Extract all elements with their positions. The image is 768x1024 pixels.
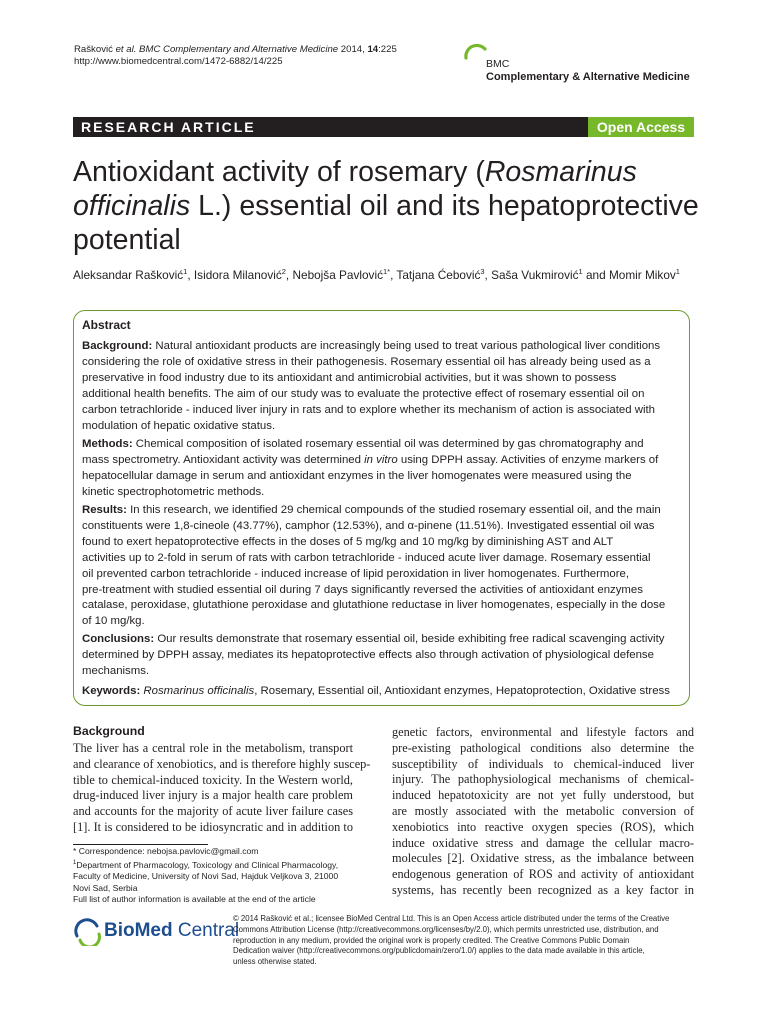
section-label: Keywords:	[82, 685, 141, 697]
journal-brand: BMC	[486, 58, 510, 70]
body-left-column: The liver has a central role in the metabolism, transport and clearance of xenobiotics, and is therefore highly suscep- tible to chemical-induced toxicity. In the Western world, drug-induced liver injury is a major health care problem and accounts for the majority of acute liver failure cases [1]. It is considered to be idiosyncratic and in addition to	[73, 741, 371, 834]
abstract-heading: Abstract	[82, 318, 131, 332]
author[interactable]: Aleksandar Rašković$^1$	[73, 267, 188, 282]
article-type-banner	[73, 117, 694, 137]
abstract-results: Results: In this research, we identified 29 chemical compounds of the studied rosemary essential oil, and the main constituents were 1,8-cineole (43.77%), camphor (12.53%), and α-pinene (11.51%). Investigated essential oil was found to exert hepatoprotective effects in the doses of 5 mg/kg and 10 mg/kg by diminishing AST and ALT activities up to 2-fold in serum of rats with carbon tetrachloride - induced acute liver damage. Rosemary essential oil prevented carbon tetrachloride - induced increase of lipid peroxidation in liver homogenates. Furthermore, pre-treatment with studied essential oil during 7 days significantly reversed the activities of antioxidant enzymes catalase, peroxidase, glutathione peroxidase and glutathione reductase in liver homogenates, especially in the dose of 10 mg/kg.	[82, 504, 666, 628]
open-access-badge: Open Access	[588, 117, 694, 137]
author[interactable]: Momir Mikov$^1$	[608, 267, 680, 282]
affiliation: $^1$Department of Pharmacology, Toxicology and Clinical Pharmacology, Faculty of Medicine, University of Novi Sad, Hajduk Veljkova 3, 21000 Novi Sad, Serbia	[73, 859, 339, 893]
section-label: Results:	[82, 504, 127, 516]
abstract-keywords: Keywords: Rosmarinus officinalis, Rosemary, Essential oil, Antioxidant enzymes, Hepatoprotection, Oxidative stress	[82, 685, 670, 697]
author[interactable]: Isidora Milanović$^2$	[193, 267, 286, 282]
author-list: Aleksandar Rašković$^1$, Isidora Milanović$^2$, Nebojša Pavlović$^{1*}$, Tatjana Ćebović$^3$, Saša Vukmirović$^1$ and Momir Mikov$^1$	[73, 267, 680, 282]
cite-volume: 14	[367, 44, 379, 55]
biomed-central-logo-icon	[73, 918, 103, 946]
section-heading-background: Background	[73, 724, 145, 738]
article-url-link[interactable]: http://www.biomedcentral.com/1472-6882/14/225	[74, 56, 283, 67]
correspondence-email[interactable]: * Correspondence: nebojsa.pavlovic@gmail.com	[73, 846, 259, 856]
title-line2: L.) essential oil and its hepatoprotective	[190, 190, 699, 222]
cite-page: :225	[378, 44, 397, 55]
cite-journal: et al. BMC Complementary and Alternative Medicine	[115, 44, 339, 55]
publisher-logo: BioMed Central	[104, 920, 240, 941]
license-text: © 2014 Rašković et al.; licensee BioMed Central Ltd. This is an Open Access article distributed under the terms of the Creative Commons Attribution License (http://creativecommons.org/licenses/by/2.0), which permits unrestricted use, distribution, and reproduction in any medium, provided the original work is properly credited. The Creative Commons Public Domain Dedication waiver (http://creativecommons.org/publicdomain/zero/1.0/) applies to the data made available in this article, unless otherwise stated.	[233, 914, 670, 967]
article-title	[73, 155, 713, 257]
abstract-methods: Methods: Chemical composition of isolated rosemary essential oil was determined by gas chromatography and mass spectrometry. Antioxidant activity was determined in vitro using DPPH assay. Activities of enzyme markers of hepatocellular damage in serum and antioxidant enzymes in the liver homogenates were measured using the kinetic spectrophotometric methods.	[82, 438, 659, 498]
abstract-conclusions: Conclusions: Our results demonstrate that rosemary essential oil, beside exhibiting free radical scavenging activity determined by DPPH assay, mediates its hepatoprotective effects also through activation of physiological defense mechanisms.	[82, 633, 665, 677]
title-line3: potential	[73, 224, 181, 256]
title-line1: Antioxidant activity of rosemary (	[73, 156, 485, 188]
section-label: Conclusions:	[82, 633, 155, 645]
journal-name: Complementary & Alternative Medicine	[486, 71, 690, 83]
section-label: Methods:	[82, 438, 133, 450]
journal-logo	[486, 58, 690, 84]
section-label: Background:	[82, 340, 153, 352]
footnote-rule	[73, 844, 208, 845]
article-type-label: RESEARCH ARTICLE	[81, 119, 256, 135]
author[interactable]: Saša Vukmirović$^1$	[491, 267, 583, 282]
body-right-column: genetic factors, environmental and lifestyle factors and pre-existing pathological conditions also determine the susceptibility of individuals to chemical-induced liver injury. The pathophysiological mechanisms of chemical- induced hepatotoxicity are not yet fully understood, but are mostly associated with the metabolic conversion of xenobiotics into reactive oxygen species (ROS), which induce oxidative stress and damage the cellular macro- molecules [2]. Oxidative stress, as the imbalance between endogenous generation of ROS and activity of antioxidant systems, has recently been recognized as a key factor in	[392, 725, 694, 897]
running-header-citation	[74, 43, 397, 56]
abstract-background: Background: Natural antioxidant products are increasingly being used to treat various pathological liver conditions considering the role of oxidative stress in their pathogenesis. Rosemary essential oil has already being used as a preservative in food industry due to its antioxidant and antimicrobial activities, but it was shown to possess additional health benefits. The aim of our study was to evaluate the protective effect of rosemary essential oil on carbon tetrachloride - induced liver injury in rats and to explore whether its mechanism of action is associated with modulation of hepatic oxidative status.	[82, 340, 661, 432]
title-genus: Rosmarinus	[484, 156, 637, 188]
cite-authors: Rašković	[74, 44, 116, 55]
author[interactable]: Nebojša Pavlović$^{1*}$	[292, 267, 391, 282]
title-species: officinalis	[73, 190, 191, 222]
cite-year: 2014,	[338, 44, 368, 55]
author[interactable]: Tatjana Ćebović$^3$	[396, 267, 485, 282]
author-info-note: Full list of author information is available at the end of the article	[73, 894, 316, 904]
